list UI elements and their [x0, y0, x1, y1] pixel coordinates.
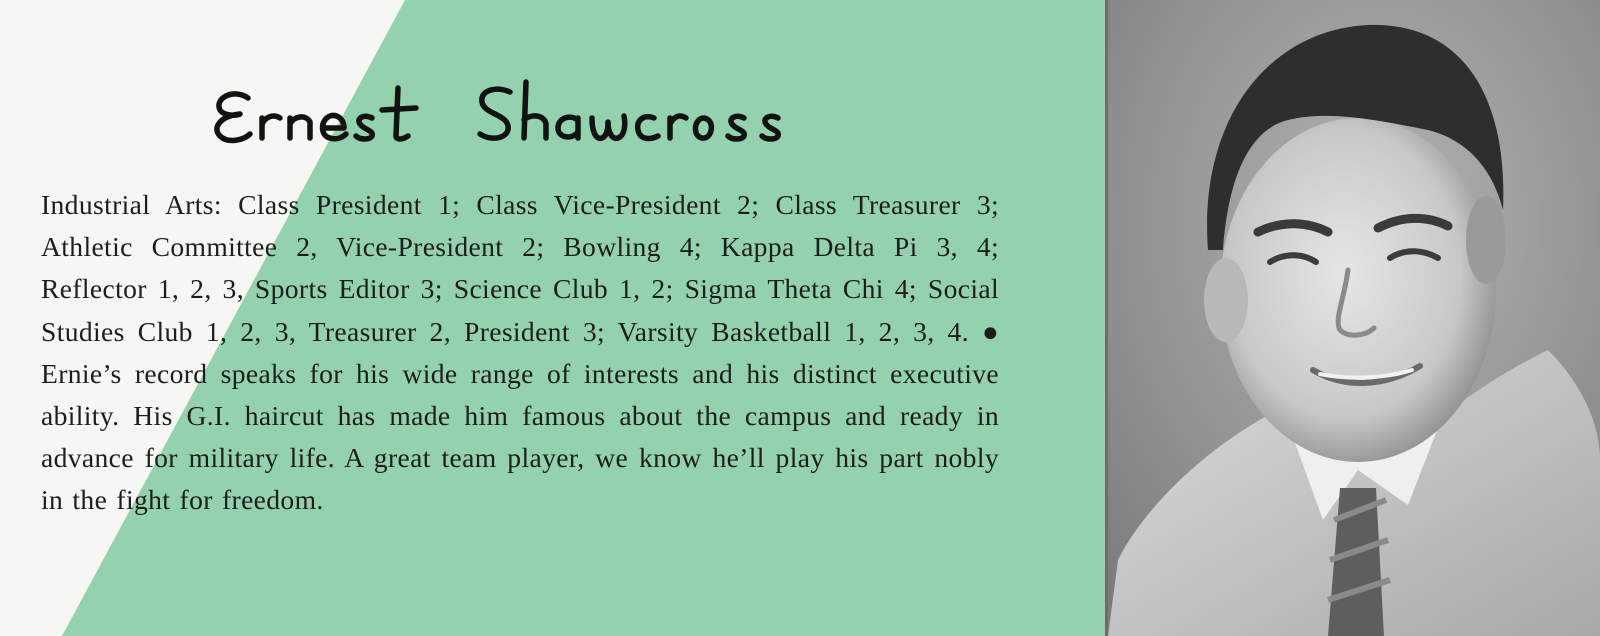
portrait-photo: [1108, 0, 1600, 636]
biography-text: Industrial Arts: Class President 1; Class Vice-President 2; Class Treasurer 3; Athletic Committee 2, Vice-President 2; Bowling 4; Kappa Delta Pi 3, 4; Reflector 1, 2, 3, Sports Editor 3; Science Club 1, 2; Sigma Theta Chi 4; Social Studies Club 1, 2, 3, Treasurer 2, President 3; Varsity Basketball 1, 2, 3, 4. ● Ernie’s record speaks for his wide range of interests and his distinct executive ability. His G.I. haircut has made him famous about the campus and ready in advance for military life. A great team player, we know he’ll play his part nobly in the fight for freedom.: [41, 189, 999, 516]
handwritten-signature: [210, 70, 790, 160]
